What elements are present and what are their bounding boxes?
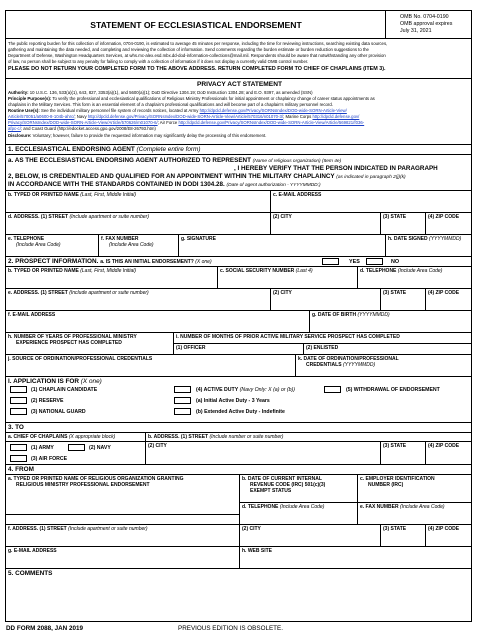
omb-block [386,11,472,39]
purpose-text: To verify the professional and ecclesiastical qualifications of Religious Ministry Professionals for initial appointment or chaplaincy change of career status appointments as [51,96,375,101]
s4-ein-field[interactable]: c. EMPLOYER IDENTIFICATION NUMBER (IRC) [358,475,472,503]
air-force-checkbox[interactable] [10,455,27,462]
s2-ministry-years-field[interactable]: h. NUMBER OF YEARS OF PROFESSIONAL MINISTRY EXPERIENCE PROSPECT HAS COMPLETED [6,333,174,355]
omb-approval: OMB approval expires [400,21,453,27]
national-guard-label: (3) NATIONAL GUARD [31,409,86,415]
withdrawal-checkbox[interactable] [324,386,341,393]
s1-signature-field[interactable]: g. SIGNATURE [179,235,386,257]
s2-email-field[interactable]: f. E-MAIL ADDRESS [6,311,310,333]
endorsement-form [5,10,472,622]
s1-email-field[interactable]: c. E-MAIL ADDRESS [271,191,472,213]
s2-state-field[interactable]: (3) STATE [381,289,426,311]
reserve-label: (2) RESERVE [31,398,64,404]
s2-telephone-field[interactable]: d. TELEPHONE (Include Area Code) [358,267,472,289]
s4-organization-field-lower[interactable] [6,515,240,525]
s4-city-field[interactable]: (2) CITY [240,525,381,547]
initial-active-duty-checkbox[interactable] [174,397,191,404]
s1-name-field[interactable]: b. TYPED OR PRINTED NAME (Last, First, Middle Initial) [6,191,271,213]
burden-line: gathering and maintaining the data needed, and completing and reviewing the collection of information. Send comments regarding the burden estimate or burden reduction suggestions to the [8,47,369,52]
disclosure-text: Voluntary; however, failure to provide the requested information may significantly delay the processing of this endorsement. [31,133,267,138]
burden-line: Department of Defense, Washington Headquarters Services, at whs.mc-alex.esd.mbx.dd-dod-information-collections@mail.mil. Respondents should be aware that notwithstanding any other provision [8,53,386,58]
s2-ordination-source-field[interactable]: j. SOURCE OF ORDINATION/PROFESSIONAL CREDENTIALS [6,355,296,377]
burden-line: The public reporting burden for this collection of information, 0704-0190, is estimated to average 45 minutes per response, including the time for reviewing instructions, searching existing data sources, [8,41,388,46]
s1-city-field[interactable]: (2) CITY [271,213,381,235]
authority-text: 10 U.S.C. 136, 533(a)(1), 643, 827, 3353(a)(1), and 5600(a)(1); DoD Directive 1304.19; DoD Instruction 1304.28; and E.O. 9397, as amended (SSN) [28,90,313,95]
routine-text: ; Air Force [157,120,178,125]
section-2-title: 2. PROSPECT INFORMATION. a. IS THIS AN INITIAL ENDORSEMENT? (X one) [8,258,212,265]
s2-street-field[interactable]: e. ADDRESS. (1) STREET (Include apartment or suite number) [6,289,271,311]
s2-prior-service-heading: i. NUMBER OF MONTHS OF PRIOR ACTIVE MILITARY SERVICE PROSPECT HAS COMPLETED [174,333,472,344]
s1-date-signed-field[interactable]: h. DATE SIGNED (YYYYMMDD) [386,235,472,257]
disclosure-label: Disclosure: [8,133,32,138]
s2-city-field[interactable]: (2) CITY [271,289,381,311]
section-5-title: 5. COMMENTS [8,570,53,577]
section-1-title: 1. ECCLESIASTICAL ENDORSING AGENT (Complete entire form) [8,146,201,153]
s1-fax-field[interactable]: f. FAX NUMBER (Include Area Code) [99,235,179,257]
return-warning: PLEASE DO NOT RETURN YOUR COMPLETED FORM TO THE ABOVE ADDRESS. RETURN COMPLETED FORM TO CHIEF OF CHAPLAINS (ITEM 3). [8,66,386,72]
routine-line-4 [8,126,156,132]
s4-email-field[interactable]: g. E-MAIL ADDRESS [6,547,240,569]
statement-line-2: , I HEREBY VERIFY THAT THE PERSON INDICATED IN PARAGRAPH [234,165,438,172]
s4-website-field[interactable]: h. WEB SITE [240,547,472,569]
routine-label: Routine Use(s): [8,108,40,113]
s4-organization-field[interactable]: a. TYPED OR PRINTED NAME OF RELIGIOUS ORGANIZATION GRANTING RELIGIOUS MINISTRY PROFESSIONAL ENDORSEMENT [6,475,240,515]
section-3-header [6,423,472,433]
s2-dob-field[interactable]: g. DATE OF BIRTH (YYYYMMDD) [310,311,472,333]
initial-yes-label: YES [349,259,360,265]
s1-zip-field[interactable]: (4) ZIP CODE [426,213,472,235]
s2-zip-field[interactable]: (4) ZIP CODE [426,289,472,311]
routine-text: See the individual military personnel file system of records notices, located at Army [39,108,199,113]
s3-city-field[interactable]: (2) CITY [146,442,381,465]
s4-state-field[interactable]: (3) STATE [381,525,426,547]
burden-line: of law, no person shall be subject to any penalty for failing to comply with a collection of information if it does not display a currently valid OMB control number. [8,59,309,64]
section-4-header [6,465,472,475]
s1-endorsing-statement[interactable] [6,155,472,191]
navy-checkbox[interactable] [68,444,85,451]
purpose-label: Principle Purpose(s): [8,96,52,101]
s4-telephone-field[interactable]: d. TELEPHONE (Include Area Code) [240,503,358,525]
army-checkbox[interactable] [10,444,27,451]
airforce-sorn-link-cont[interactable]: afpc-c/ [8,126,21,131]
active-duty-checkbox[interactable] [174,386,191,393]
army-sorn-link[interactable]: http://dpcld.defense.gov/Privacy/SORNsIndex/DOD-wide-SORN-Article-View/ [199,108,347,113]
marine-sorn-link[interactable]: http://dpcld.defense.gov/ [312,114,360,119]
s4-fax-field[interactable]: e. FAX NUMBER (Include Area Code) [358,503,472,525]
section-4-title: 4. FROM [8,466,34,473]
section-3-title: 3. TO [8,424,24,431]
chaplain-candidate-label: (1) CHAPLAIN CANDIDATE [31,387,98,393]
navy-label: (2) NAVY [89,445,111,451]
active-duty-label: (4) ACTIVE DUTY (Navy Only: X (a) or (b)) [196,387,295,393]
initial-active-duty-label: (a) Initial Active Duty - 3 Years [196,398,270,404]
s3-chief-heading: a. CHIEF OF CHAPLAINS (X appropriate block) [6,433,146,442]
s2-ordination-date-field[interactable]: k. DATE OF ORDINATION/PROFESSIONAL CREDENTIALS (YYYYMMDD) [296,355,472,377]
s3-street-field[interactable]: b. ADDRESS. (1) STREET (Include number or suite number) [146,433,472,442]
extended-active-duty-label: (b) Extended Active Duty - Indefinite [196,409,285,415]
burden-statement [6,39,472,79]
omb-number: OMB No. 0704-0190 [400,14,449,20]
extended-active-duty-checkbox[interactable] [174,408,191,415]
initial-no-label: NO [391,259,400,265]
s4-street-field[interactable]: f. ADDRESS. (1) STREET (Include apartment or suite number) [6,525,240,547]
form-number: DD FORM 2088, JAN 2019 [6,625,83,632]
s2-application-type [6,377,472,423]
s2-name-field[interactable]: b. TYPED OR PRINTED NAME (Last, First, Middle Initial) [6,267,218,289]
form-title: STATEMENT OF ECCLESIASTICAL ENDORSEMENT [90,20,302,30]
s1-state-field[interactable]: (3) STATE [381,213,426,235]
section-2-header [6,257,472,267]
s4-zip-field[interactable]: (4) ZIP CODE [426,525,472,547]
routine-text: ; Navy [74,114,87,119]
s4-irc-date-field[interactable]: b. DATE OF CURRENT INTERNAL REVENUE CODE (IRC) 501(c)(3) EXEMPT STATUS [240,475,358,503]
air-force-label: (3) AIR FORCE [31,456,68,462]
s2-officer-months-field[interactable]: (1) OFFICER [174,344,304,355]
authority-label: Authority: [8,90,29,95]
form-title-cell [6,11,386,39]
application-label: l. APPLICATION IS FOR (X one) [8,378,102,385]
omb-expiration: July 31, 2021 [400,28,432,34]
previous-edition-note: PREVIOUS EDITION IS OBSOLETE. [178,625,283,632]
routine-text: ; and Coast Guard (http://edocket.access.gpo.gov/2008/E8-26793.htm) [20,126,156,131]
statement-line-4: IN ACCORDANCE WITH THE STANDARDS CONTAINED IN DODI 1304.28. (Date of agent authorization - YYYYMMDD:) [8,181,321,188]
statement-line-1: a. AS THE ECCLESIASTICAL ENDORSING AGENT AUTHORIZED TO REPRESENT (Name of religious organization) (Item 4e) [8,157,342,164]
section-1-header [6,145,472,155]
s2-ssn-field[interactable]: c. SOCIAL SECURITY NUMBER (Last 4) [218,267,358,289]
chaplain-candidate-checkbox[interactable] [10,386,27,393]
routine-text: ; Marine Corps [283,114,312,119]
army-label: (1) ARMY [31,445,54,451]
section-5-comments[interactable] [6,569,472,622]
s3-state-field[interactable]: (3) STATE [381,442,426,465]
disclosure-line [8,133,266,139]
purpose-line-2: chaplains in the Military Services. This form is an essential element of a chaplain's professional qualifications and will become part of a chaplain's military personnel record. [8,102,333,107]
navy-sorn-link[interactable]: http://dpcld.defense.gov/Privacy/SORNsIndex/DOD-wide-SORN-Article-View/Article/570316/n01070-3/ [87,114,284,119]
privacy-title: PRIVACY ACT STATEMENT [197,81,282,88]
initial-no-checkbox[interactable] [366,258,383,265]
privacy-act-statement [6,79,472,145]
initial-yes-checkbox[interactable] [322,258,339,265]
s3-chief-options [6,442,146,465]
marine-sorn-link-cont[interactable]: Privacy/SORNsIndex/DOD-wide-SORN-Article-View/Article/570626/m01070-6/ [8,120,158,125]
withdrawal-label: (5) WITHDRAWAL OF ENDORSEMENT [346,387,440,393]
national-guard-checkbox[interactable] [10,408,27,415]
s2-enlisted-months-field[interactable]: (2) ENLISTED [304,344,472,355]
army-sorn-link-cont[interactable]: Article/570051/a0600-8-104b-ahrc/ [8,114,75,119]
statement-line-3: 2, BELOW, IS CREDENTIALED AND QUALIFIED FOR AN APPOINTMENT WITHIN THE MILITARY CHAPLAINCY (as indicated in paragraph 2(j)(k) [8,173,406,180]
airforce-sorn-link[interactable]: http://dpcld.defense.gov/Privacy/SORNsIndex/DOD-wide-SORN-Article-View/Article/569821/f036- [178,120,365,125]
reserve-checkbox[interactable] [10,397,27,404]
s3-zip-field[interactable]: (4) ZIP CODE [426,442,472,465]
s1-telephone-field[interactable]: e. TELEPHONE (Include Area Code) [6,235,99,257]
s1-street-field[interactable]: d. ADDRESS. (1) STREET (Include apartment or suite number) [6,213,271,235]
